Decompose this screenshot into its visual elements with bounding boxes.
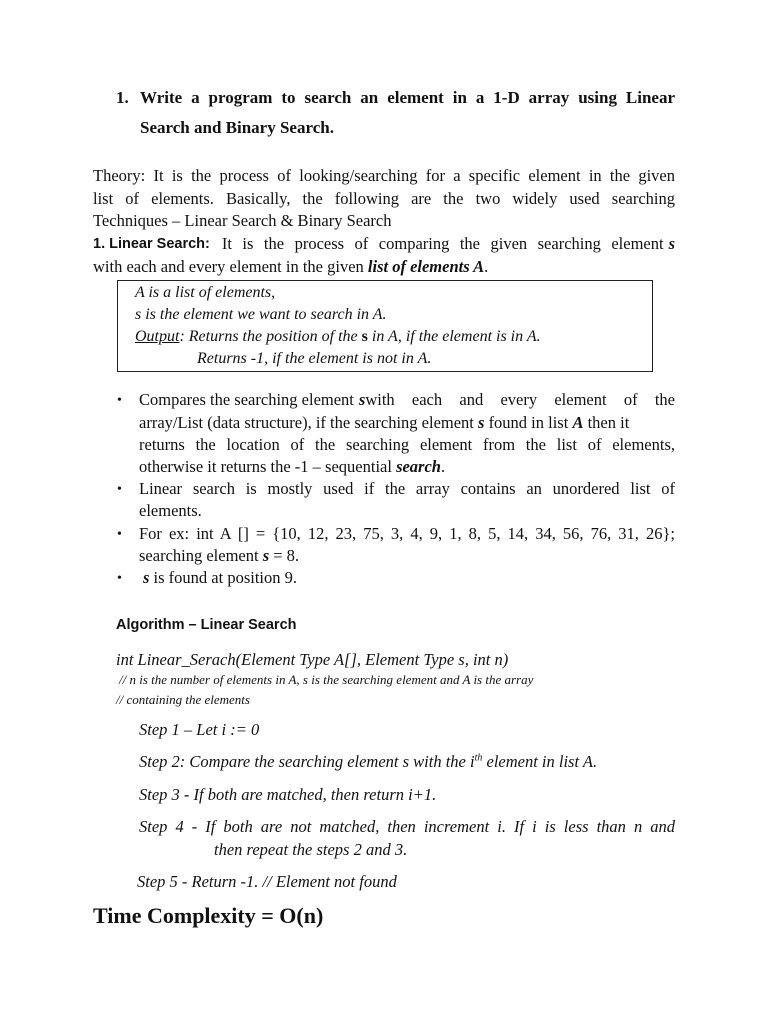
var-A: A xyxy=(572,413,584,432)
text: returns the location of the searching element from the list of elements, xyxy=(139,435,675,454)
text: found in list xyxy=(484,413,573,432)
list-of-elements-emphasis: list of elements A xyxy=(367,257,485,276)
step-1: Step 1 – Let i := 0 xyxy=(139,720,260,739)
step-4-line-1 xyxy=(139,817,675,837)
intro-text-2: with each and every element in the given xyxy=(93,257,364,276)
box-line-4: Returns -1, if the element is not in A. xyxy=(197,350,432,367)
bullet-1-line-1 xyxy=(139,390,675,410)
bullet-icon: • xyxy=(117,571,122,586)
text: Linear search is mostly used if the array contains an unordered list of xyxy=(139,479,675,498)
superscript-th: th xyxy=(474,752,483,764)
theory-line-3: Techniques – Linear Search & Binary Search xyxy=(93,211,392,230)
step-5: Step 5 - Return -1. // Element not found xyxy=(137,872,397,891)
question-title-line1 xyxy=(140,88,675,108)
algorithm-comment-1: // n is the number of elements in A, s is the searching element and A is the array xyxy=(119,672,534,687)
text: with each and every element of the xyxy=(365,390,675,409)
question-number: 1. xyxy=(116,88,129,107)
step-4-line-2: then repeat the steps 2 and 3. xyxy=(214,840,408,859)
step-3: Step 3 - If both are matched, then return i+1. xyxy=(139,785,437,804)
question-title-text: Write a program to search an element in a 1-D array using Linear xyxy=(140,88,675,107)
array-example: For ex: int A [] = {10, 12, 23, 75, 3, 4, 9, 1, 8, 5, 14, 34, 56, 76, 31, 26}; xyxy=(139,524,675,543)
algorithm-comment-2: // containing the elements xyxy=(116,692,250,707)
box-var-s: s xyxy=(361,328,368,345)
bullet-1-line-3 xyxy=(139,435,675,455)
bullet-3-line-2 xyxy=(139,546,675,566)
box-output-text-b: in A, if the element is in A. xyxy=(367,328,541,345)
step-2-text: Step 2: Compare the searching element s with the i xyxy=(139,752,475,771)
theory-text-1: Theory: It is the process of looking/searching for a specific element in the given xyxy=(93,166,675,185)
linear-search-intro-text xyxy=(222,233,675,255)
search-emphasis: search xyxy=(396,457,441,476)
bullet-icon: • xyxy=(117,527,122,542)
bullet-4-line-1 xyxy=(143,568,679,588)
text: = 8. xyxy=(269,546,300,565)
box-output-text-a: : Returns the position of the xyxy=(179,328,362,345)
var-s: s xyxy=(478,413,485,432)
bullet-icon: • xyxy=(117,393,122,408)
bullet-3-line-1 xyxy=(139,524,675,544)
question-title-line2: Search and Binary Search. xyxy=(140,118,334,137)
intro-text: It is the process of comparing the given searching element xyxy=(221,234,664,253)
bullet-icon: • xyxy=(117,482,122,497)
time-complexity: Time Complexity = O(n) xyxy=(93,903,324,928)
period: . xyxy=(440,457,446,476)
theory-line-2 xyxy=(93,188,675,210)
step-4-text: Step 4 - If both are not matched, then increment i. If i is less than n and xyxy=(139,817,675,836)
function-signature: int Linear_Serach(Element Type A[], Element Type s, int n) xyxy=(116,650,509,669)
step-2-text-end: element in list A. xyxy=(482,752,598,771)
text: is found at position 9. xyxy=(149,568,298,587)
var-s: s xyxy=(262,546,270,565)
theory-line-1 xyxy=(93,165,675,187)
var-s: s xyxy=(668,234,675,253)
text: array/List (data structure), if the searching element xyxy=(139,413,479,432)
box-line-3 xyxy=(135,328,541,346)
algorithm-heading: Algorithm – Linear Search xyxy=(116,617,297,633)
var-s: s xyxy=(358,390,366,409)
bullet-1-line-4 xyxy=(139,457,675,477)
bullet-1-line-2 xyxy=(139,413,675,433)
bullet-2-line-2: elements. xyxy=(139,501,202,520)
linear-search-intro-line1 xyxy=(93,233,675,255)
box-line-2: s is the element we want to search in A. xyxy=(135,306,387,323)
step-2 xyxy=(139,752,597,772)
linear-search-label: 1. Linear Search: xyxy=(93,236,210,252)
linear-search-intro-line2 xyxy=(93,256,675,278)
text: searching element xyxy=(139,546,263,565)
var-s: s xyxy=(143,568,150,587)
output-label: Output xyxy=(135,328,180,345)
text: then it xyxy=(583,413,630,432)
period: . xyxy=(484,257,489,276)
theory-text-2: list of elements. Basically, the following are the two widely used searching xyxy=(93,189,675,208)
box-line-1: A is a list of elements, xyxy=(135,284,276,301)
text: otherwise it returns the -1 – sequential xyxy=(139,457,397,476)
text: Compares the searching element xyxy=(139,390,354,409)
bullet-2-line-1 xyxy=(139,479,675,499)
